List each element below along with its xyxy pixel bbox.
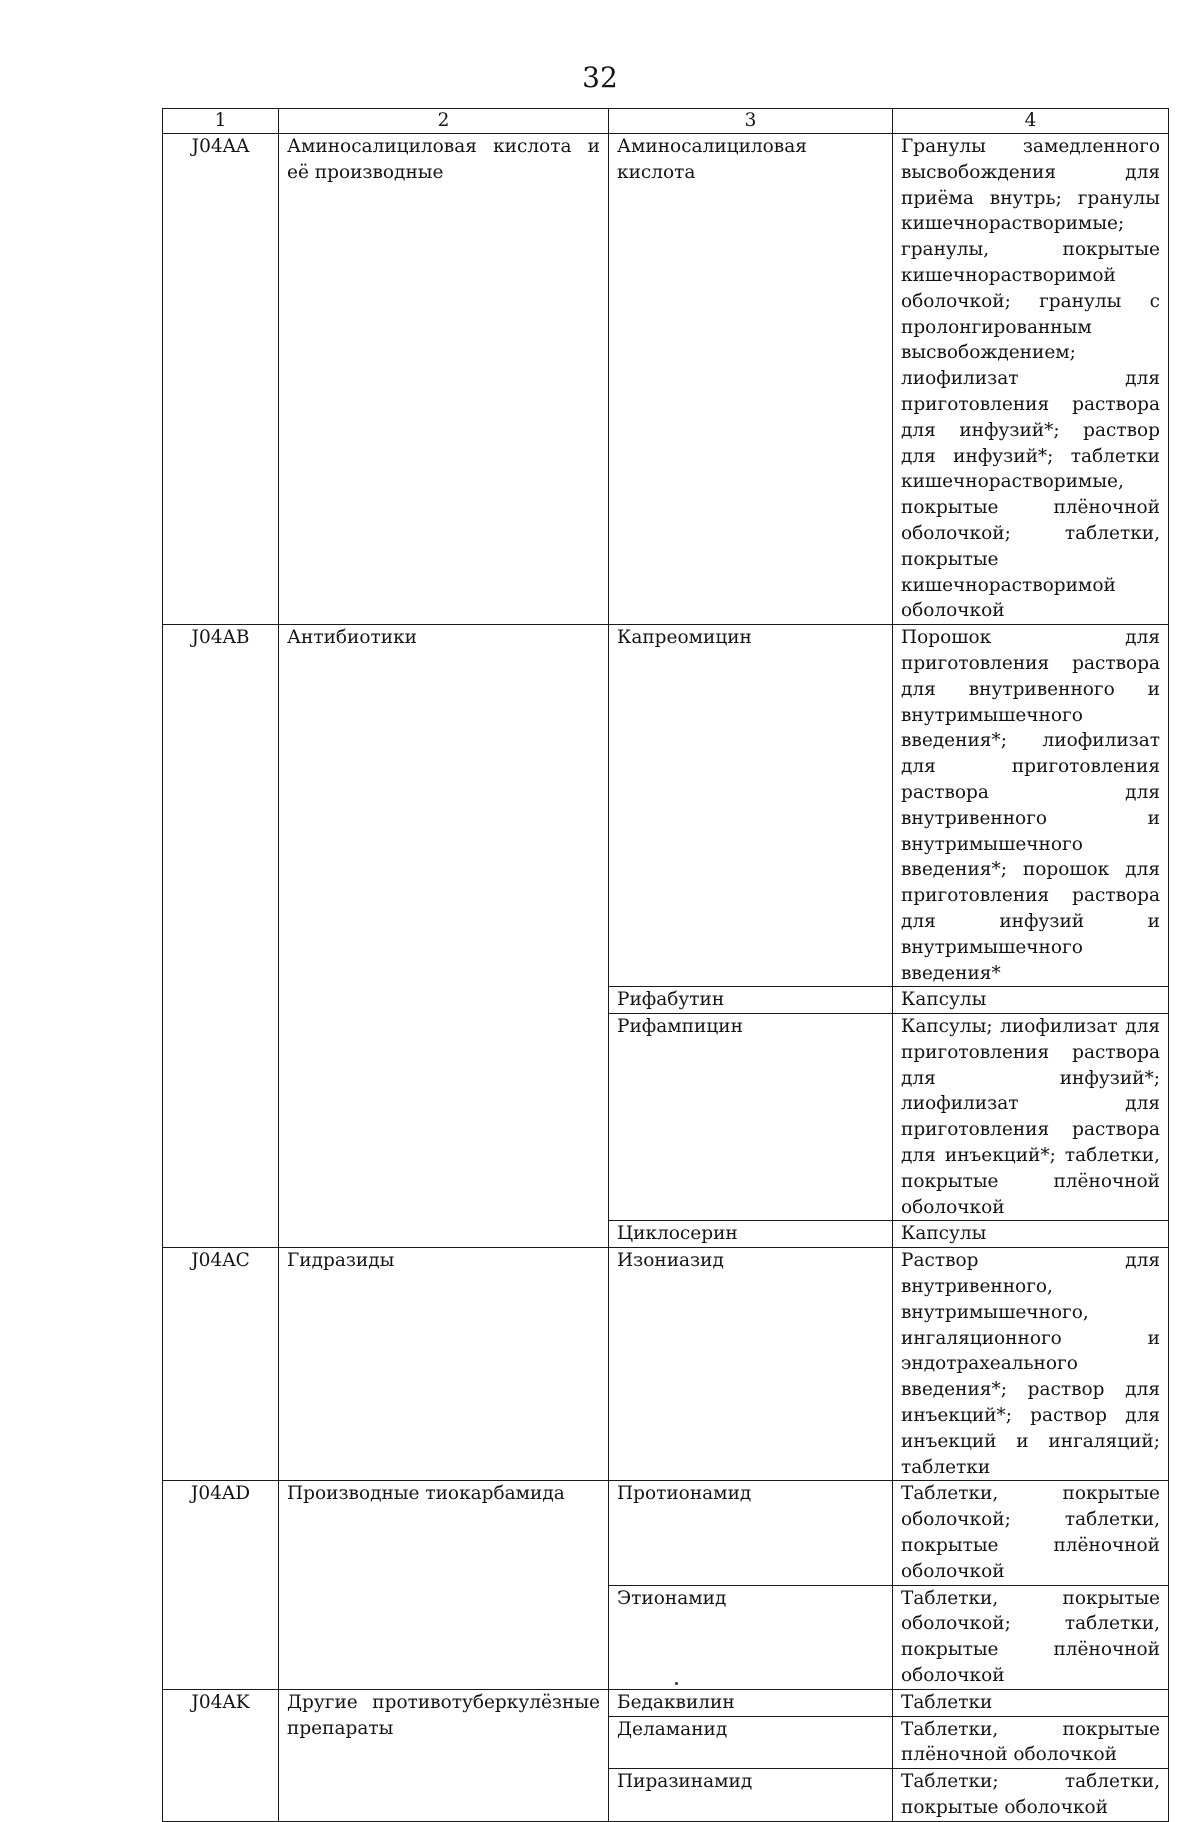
atc-code: J04AD [163, 1481, 279, 1689]
column-number-1: 1 [163, 109, 279, 134]
group-name: Другие противотуберкулёзные препараты [279, 1689, 609, 1821]
drug-name: Пиразинамид [609, 1769, 893, 1822]
drug-table [162, 108, 1169, 1822]
dosage-forms: Капсулы [893, 987, 1169, 1014]
drug-name: Капреомицин [609, 625, 893, 987]
atc-code: J04AB [163, 625, 279, 1248]
table-row [163, 1689, 1169, 1716]
drug-name: Рифампицин [609, 1014, 893, 1221]
drug-name: Изониазид [609, 1248, 893, 1481]
atc-code: J04AC [163, 1248, 279, 1481]
group-name: Аминосалициловая кислота и её производные [279, 134, 609, 625]
dosage-forms: Таблетки, покрытые плёночной оболочкой [893, 1716, 1169, 1769]
drug-name: Бедаквилин [609, 1689, 893, 1716]
atc-code: J04AA [163, 134, 279, 625]
drug-name: Рифабутин [609, 987, 893, 1014]
scan-speck [675, 1682, 678, 1685]
column-number-2: 2 [279, 109, 609, 134]
dosage-forms: Таблетки, покрытые оболочкой; таблетки, покрытые плёночной оболочкой [893, 1585, 1169, 1689]
column-number-3: 3 [609, 109, 893, 134]
dosage-forms: Порошок для приготовления раствора для внутривенного и внутримышечного введения*; лиофилизат для приготовления раствора для внутривенного и внутримышечного введения*; порошок для приготовления раствора для инфузий и внутримышечного введения* [893, 625, 1169, 987]
group-name: Антибиотики [279, 625, 609, 1248]
dosage-forms: Раствор для внутривенного, внутримышечного, ингаляционного и эндотрахеального введения*; раствор для инъекций*; раствор для инъекций и ингаляций; таблетки [893, 1248, 1169, 1481]
dosage-forms: Капсулы [893, 1221, 1169, 1248]
page-number: 32 [582, 61, 618, 94]
drug-name: Деламанид [609, 1716, 893, 1769]
column-number-4: 4 [893, 109, 1169, 134]
dosage-forms: Таблетки, покрытые оболочкой; таблетки, покрытые плёночной оболочкой [893, 1481, 1169, 1585]
drug-name: Этионамид [609, 1585, 893, 1689]
drug-name: Протионамид [609, 1481, 893, 1585]
drug-name: Аминосалициловая кислота [609, 134, 893, 625]
table-row [163, 134, 1169, 625]
dosage-forms: Таблетки [893, 1689, 1169, 1716]
group-name: Гидразиды [279, 1248, 609, 1481]
dosage-forms: Капсулы; лиофилизат для приготовления раствора для инфузий*; лиофилизат для приготовления раствора для инъекций*; таблетки, покрытые плёночной оболочкой [893, 1014, 1169, 1221]
dosage-forms: Гранулы замедленного высвобождения для приёма внутрь; гранулы кишечнорастворимые; гранулы, покрытые кишечнорастворимой оболочкой; гранулы с пролонгированным высвобождением; лиофилизат для приготовления раствора для инфузий*; раствор для инфузий*; таблетки кишечнорастворимые, покрытые плёночной оболочкой; таблетки, покрытые кишечнорастворимой оболочкой [893, 134, 1169, 625]
table-row [163, 1248, 1169, 1481]
dosage-forms: Таблетки; таблетки, покрытые оболочкой [893, 1769, 1169, 1822]
table-row [163, 1481, 1169, 1585]
atc-code: J04AK [163, 1689, 279, 1821]
table-header-row [163, 109, 1169, 134]
group-name: Производные тиокарбамида [279, 1481, 609, 1689]
drug-name: Циклосерин [609, 1221, 893, 1248]
table-row [163, 625, 1169, 987]
